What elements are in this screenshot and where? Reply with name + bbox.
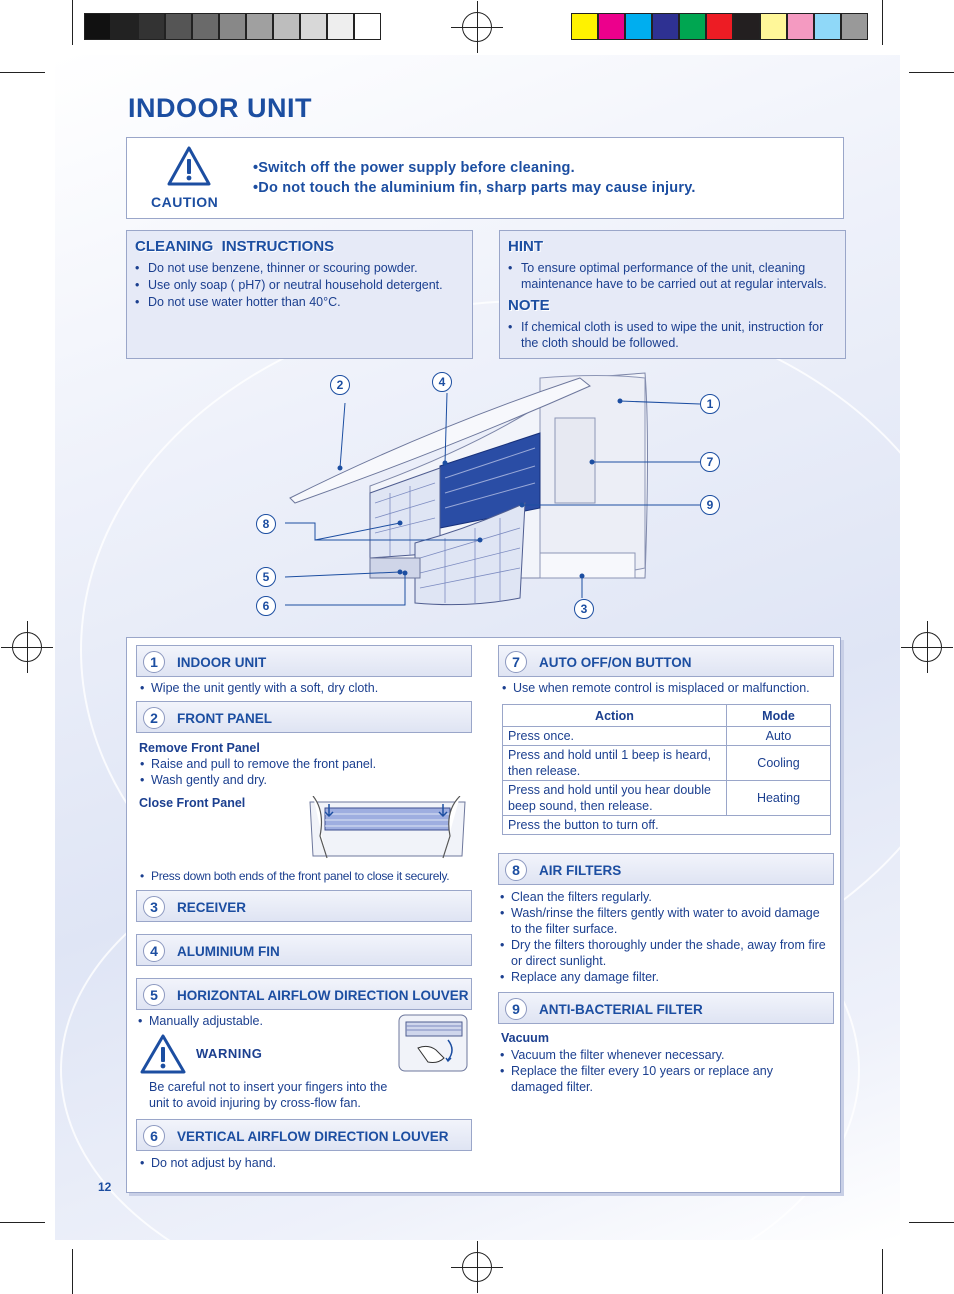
crop-mark [72,0,73,45]
list-item: • Raise and pull to remove the front panel. [138,756,468,772]
auto-button-mode-table [502,704,831,835]
warning-triangle-icon [167,146,211,186]
table-cell-mode: Auto [727,727,831,746]
diagram-callout-5: 5 [256,567,276,587]
section-title: INDOOR UNIT [177,655,267,670]
close-front-panel-list [138,868,468,884]
crop-mark [0,72,45,73]
anti-bacterial-filter-list [498,1047,798,1095]
table-cell-mode: Cooling [727,746,831,781]
diagram-callout-7: 7 [700,452,720,472]
list-item: • Use when remote control is misplaced or malfunction. [500,680,830,696]
list-item: • Press down both ends of the front panel to close it securely. [138,868,468,884]
section-header-anti-bacterial-filter [498,992,834,1024]
list-item: • Wash gently and dry. [138,772,468,788]
air-filters-list [498,889,830,985]
section-number: 6 [143,1125,165,1147]
list-item: • Do not use water hotter than 40°C. [135,294,464,310]
section-title: ANTI-BACTERIAL FILTER [539,1002,703,1017]
section-title: FRONT PANEL [177,711,272,726]
section-number: 3 [143,896,165,918]
caution-line: •Switch off the power supply before cleaning. [253,160,575,176]
section-number: 4 [143,940,165,962]
caution-label: CAUTION [151,194,219,210]
section-header-indoor-unit [136,645,472,677]
section-title: ALUMINIUM FIN [177,944,280,959]
section-header-vertical-louver [136,1119,472,1151]
registration-mark [462,12,492,42]
diagram-callout-6: 6 [256,596,276,616]
diagram-callout-8: 8 [256,514,276,534]
page-title: INDOOR UNIT [128,93,312,123]
warning-label: WARNING [196,1046,263,1061]
close-front-panel-illustration [305,796,467,862]
table-cell-mode: Heating [727,781,831,816]
section-header-horizontal-louver [136,978,472,1010]
section-number: 1 [143,651,165,673]
diagram-callout-1: 1 [700,394,720,414]
registration-mark [12,632,42,662]
cleaning-instructions-list [135,260,464,310]
section-title: AIR FILTERS [539,863,622,878]
note-title: NOTE [508,297,550,314]
section-number: 7 [505,651,527,673]
list-item: • Do not use benzene, thinner or scouring powder. [135,260,464,276]
table-header-action: Action [503,705,727,727]
section-header-receiver [136,890,472,922]
crop-mark [72,1249,73,1294]
list-item: • Use only soap ( pH7) or neutral household detergent. [135,277,464,293]
remove-front-panel-list [138,756,468,788]
crop-mark [909,72,954,73]
section-header-aluminium-fin [136,934,472,966]
hint-title: HINT [508,238,543,255]
list-item: • If chemical cloth is used to wipe the unit, instruction for the cloth should be followed. [508,319,837,351]
section-title: RECEIVER [177,900,247,915]
table-cell-action: Press once. [503,727,727,746]
horizontal-louver-list [136,1013,386,1029]
caution-box [126,137,844,219]
section-number: 5 [143,984,165,1006]
cleaning-instructions-title: CLEANING INSTRUCTIONS [135,238,335,255]
diagram-callout-4: 4 [432,372,452,392]
close-front-panel-title: Close Front Panel [139,796,246,810]
list-item: • Vacuum the filter whenever necessary. [498,1047,798,1063]
warning-triangle-icon [140,1034,186,1074]
table-row [503,816,831,835]
section-header-front-panel [136,701,472,733]
crop-mark [909,1222,954,1223]
list-item: • Do not adjust by hand. [138,1155,468,1171]
table-cell-action: Press the button to turn off. [503,816,831,835]
caution-line: •Do not touch the aluminium fin, sharp parts may cause injury. [253,180,696,196]
list-item: • Replace the filter every 10 years or replace any damaged filter. [498,1063,798,1095]
list-item: • Wipe the unit gently with a soft, dry cloth. [138,680,468,696]
table-cell-action: Press and hold until 1 beep is heard, then release. [503,746,727,781]
caution-lines [253,158,696,198]
table-cell-action: Press and hold until you hear double beep sound, then release. [503,781,727,816]
section-number: 2 [143,707,165,729]
section-header-air-filters [498,853,834,885]
indoor-unit-list [138,680,468,696]
louver-adjust-illustration [398,1014,468,1072]
section-title: AUTO OFF/ON BUTTON [539,655,692,670]
section-title: VERTICAL AIRFLOW DIRECTION LOUVER [177,1129,449,1144]
crop-mark [882,1249,883,1294]
crop-mark [0,1222,45,1223]
indoor-unit-diagram [250,368,750,623]
table-header-mode: Mode [727,705,831,727]
remove-front-panel-title: Remove Front Panel [139,741,260,755]
section-title: HORIZONTAL AIRFLOW DIRECTION LOUVER [177,988,469,1003]
crop-mark [882,0,883,45]
hint-box [499,230,846,359]
list-item: • Wash/rinse the filters gently with water to avoid damage to the filter surface. [498,905,830,937]
vacuum-title: Vacuum [501,1031,549,1045]
section-header-auto-button [498,645,834,677]
list-item: • To ensure optimal performance of the unit, cleaning maintenance have to be carried out at regular intervals. [508,260,837,292]
diagram-callout-3: 3 [574,599,594,619]
note-list [508,319,837,351]
vertical-louver-list [138,1155,468,1171]
warning-text: Be careful not to insert your fingers into the unit to avoid injuring by cross-flow fan. [149,1080,388,1110]
diagram-callout-9: 9 [700,495,720,515]
list-item: • Replace any damage filter. [498,969,830,985]
grayscale-swatches [84,13,381,40]
table-row [503,727,831,746]
color-swatches [571,13,868,40]
table-row [503,746,831,781]
diagram-callout-2: 2 [330,375,350,395]
list-item: • Manually adjustable. [136,1013,386,1029]
section-number: 9 [505,998,527,1020]
table-row [503,781,831,816]
list-item: • Dry the filters thoroughly under the shade, away from fire or direct sunlight. [498,937,830,969]
hint-list [508,260,837,292]
cleaning-instructions-box [126,230,473,359]
auto-button-list [500,680,830,696]
page-number: 12 [98,1180,112,1194]
list-item: • Clean the filters regularly. [498,889,830,905]
section-number: 8 [505,859,527,881]
